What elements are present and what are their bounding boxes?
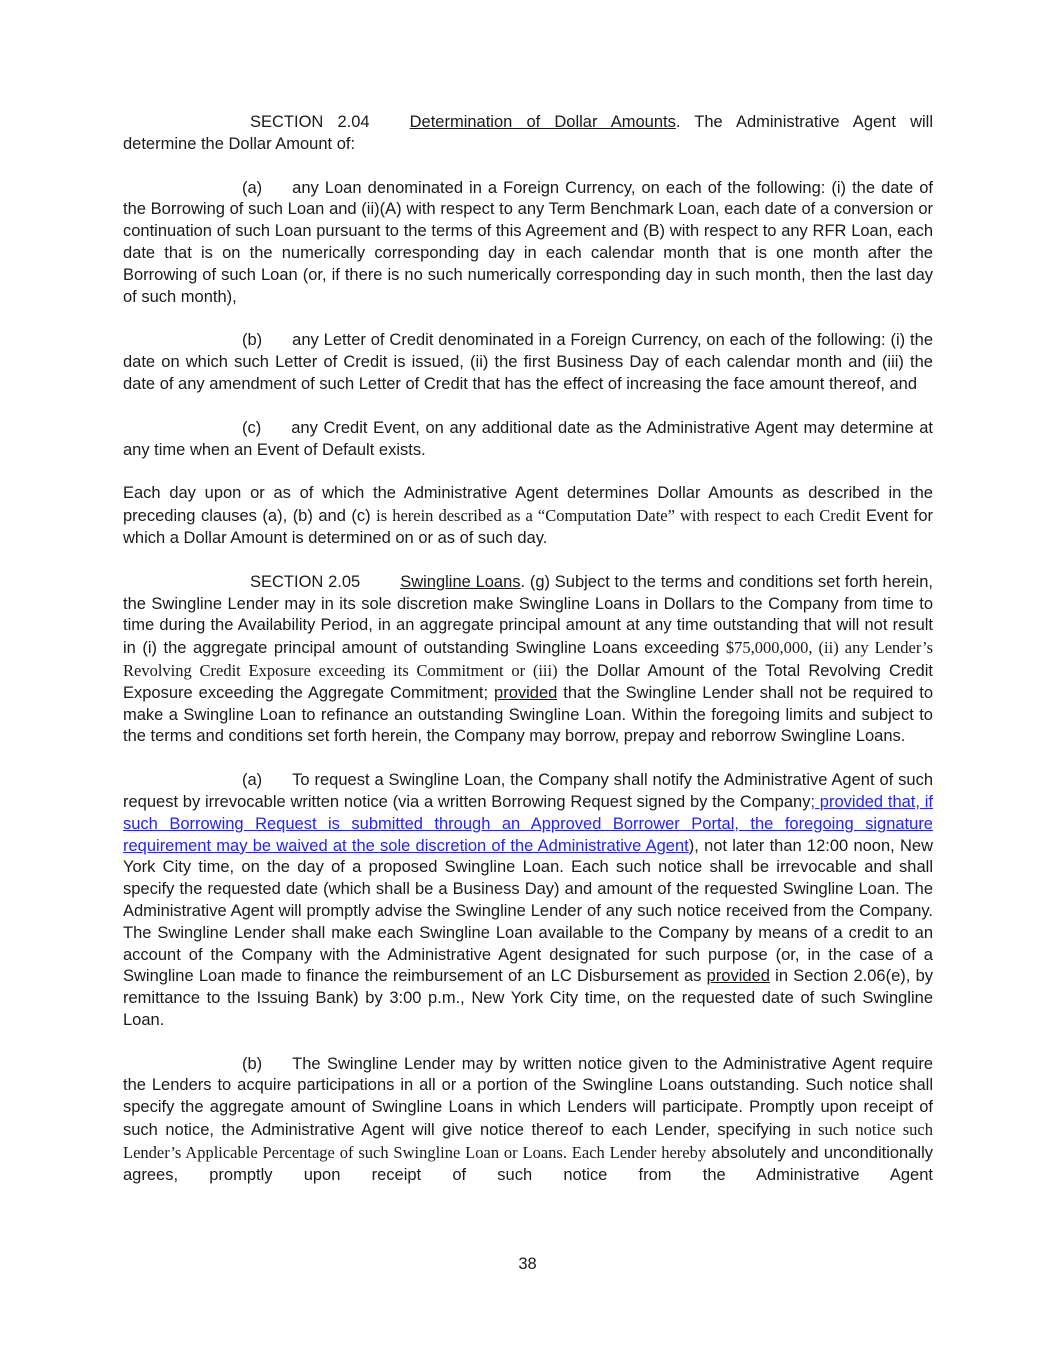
section-2-05-text-serif: $75,000,000, (ii) any Lender’s Revolving Credit Exposure exceeding its Commitment or (iii) (123, 638, 933, 680)
document-body (123, 112, 933, 1208)
clause-2-05-a-provided-term: provided (706, 967, 770, 986)
clause-a-text: any Loan denominated in a Foreign Currency, on each of the following: (i) the date of the Borrowing of such Loan and (ii)(A) with respect to any Term Benchmark Loan, each date of a conversion or continuation of such Loan pursuant to the terms of this Agreement and (B) with respect to any RFR Loan, each date that is on the numerically corresponding day in each calendar month that is one month after the Borrowing of such Loan (or, if there is no such numerically corresponding day in such month, then the last day of such month), (123, 178, 933, 306)
section-2-05-text-1: . (g) Subject to the terms and conditions set forth herein, the Swingline Lender may in its sole discretion make Swingline Loans in Dollars to the Company from time to time during the Availability Period, in an aggregate principal amount at any time outstanding that will not result in (i) the aggregate principal amount of outstanding Swingline Loans exceeding (123, 572, 933, 658)
clause-2-05-b-marker: (b) (242, 1054, 263, 1073)
paragraph-2-04-a (123, 178, 933, 309)
clause-2-05-a-text-1: To request a Swingline Loan, the Company shall notify the Administrative Agent of such request by irrevocable written notice (via a written Borrowing Request signed by the Company (123, 771, 933, 811)
computation-date-text-1: Each day upon or as of which the Administrative Agent determines Dollar Amounts as described in the preceding clauses (a), (b) and (c) (123, 484, 933, 526)
page-number: 38 (518, 1255, 537, 1273)
section-2-05-text-2: the Dollar Amount of the Total Revolving Credit Exposure exceeding the Aggregate Commitment; (123, 661, 933, 702)
clause-c-marker: (c) (242, 418, 262, 437)
computation-date-text-serif: is herein described as a “Computation Date” with respect to each Credit (376, 506, 861, 526)
clause-b-text: any Letter of Credit denominated in a Foreign Currency, on each of the following: (i) the date on which such Letter of Credit is issued, (ii) the first Business Day of each calendar month and (iii) the date of any amendment of such Letter of Credit that has the effect of increasing the face amount thereof, and (123, 331, 933, 393)
paragraph-2-05-b (123, 1054, 933, 1187)
section-2-04-lead-text: . The Administrative Agent will determine the Dollar Amount of: (123, 113, 933, 153)
paragraph-computation-date (123, 483, 933, 549)
paragraph-section-2-04 (123, 112, 933, 156)
section-2-05-heading: Swingline Loans (400, 572, 521, 591)
clause-2-05-b-text-1: The Swingline Lender may by written notice given to the Administrative Agent require the Lenders to acquire participations in all or a portion of the Swingline Loans outstanding. Such notice shall specify the aggregate amount of Swingline Loans in which Lenders will participate. Promptly upon receipt of such notice, the Administrative Agent will give notice thereof to each Lender, specifying (123, 1054, 933, 1140)
clause-2-05-a-text-2: ), not later than 12:00 noon, New York City time, on the day of a proposed Swingline Loan. Each such notice shall be irrevocable and shall specify the requested date (which shall be a Business Day) and amount of the requested Swingline Loan. The Administrative Agent will promptly advise the Swingline Lender of any such notice received from the Company. The Swingline Lender shall make each Swingline Loan available to the Company by means of a credit to an account of the Company with the Administrative Agent designated for such purpose (or, in the case of a Swingline Loan made to finance the reimbursement of an LC Disbursement as (123, 836, 933, 986)
paragraph-2-04-c (123, 418, 933, 462)
clause-c-text: any Credit Event, on any additional date as the Administrative Agent may determine at any time when an Event of Default exists. (123, 418, 933, 459)
section-2-04-heading: Determination of Dollar Amounts (409, 113, 676, 131)
section-2-05-text-3: that the Swingline Lender shall not be required to make a Swingline Loan to refinance an outstanding Swingline Loan. Within the foregoing limits and subject to the terms and conditions set forth herein, the Company may borrow, prepay and reborrow Swingline Loans. (123, 683, 933, 746)
section-2-04-label: SECTION 2.04 (250, 113, 370, 131)
section-2-05-provided-term: provided (494, 683, 558, 702)
clause-2-05-a-text-3: in Section 2.06(e), by remittance to the Issuing Bank) by 3:00 p.m., New York City time, on the requested date of such Swingline Loan. (123, 967, 933, 1029)
paragraph-section-2-05 (123, 572, 933, 748)
clause-2-05-b-text-serif: in such notice such Lender’s Applicable Percentage of such Swingline Loan or Loans. Each Lender hereby (123, 1120, 934, 1162)
paragraph-2-05-a (123, 770, 933, 1032)
paragraph-2-04-b (123, 330, 933, 395)
clause-a-marker: (a) (242, 178, 263, 197)
clause-2-05-a-inserted-text: ; provided that, if such Borrowing Request is submitted through an Approved Borrower Portal, the foregoing signature requirement may be waived at the sole discretion of the Administrative Agent (123, 792, 933, 855)
section-2-05-label: SECTION 2.05 (250, 572, 361, 591)
clause-2-05-b-text-2: absolutely and unconditionally agrees, promptly upon receipt of such notice from the Administrative Agent (123, 1143, 933, 1184)
computation-date-text-2: Event for which a Dollar Amount is determined on or as of such day. (123, 507, 933, 547)
clause-2-05-a-marker: (a) (242, 771, 263, 790)
clause-b-marker: (b) (242, 331, 263, 350)
